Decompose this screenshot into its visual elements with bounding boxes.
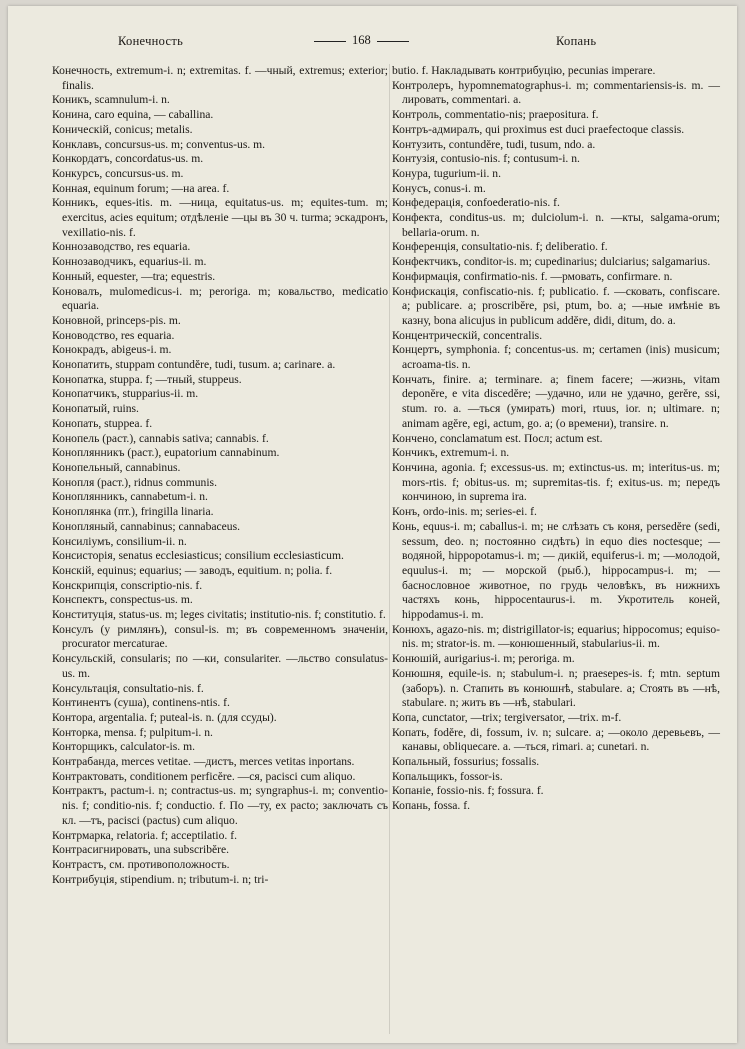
dictionary-page (8, 6, 737, 1043)
dictionary-entry: Контрасигнировать, una subscribĕre. (52, 843, 230, 857)
header-dash-left (314, 41, 346, 42)
dictionary-entry: Конторка, mensa. f; pulpitum-i. n. (52, 725, 213, 739)
dictionary-entry: Конопляный, cannabinus; cannabaceus. (52, 519, 241, 533)
dictionary-entry: Конъ, ordo-inis. m; series-ei. f. (392, 505, 537, 519)
dictionary-entry: Конкордатъ, concordatus-us. m. (52, 152, 204, 166)
dictionary-entry: Конопатый, ruins. (52, 402, 139, 416)
header-right-guide-word: Копань (556, 34, 597, 48)
dictionary-entry: Конюшій, aurigarius-i. m; peroriga. m. (392, 652, 575, 666)
dictionary-entry: Конскій, equinus; equarius; — заводъ, equitium. n; polia. f. (52, 563, 333, 577)
dictionary-entry: Конфискація, confiscatio-nis. f; publicatio. f. —сковать, confiscare. a; publicare. a; proscribĕre, psi, ptum, bo. a; —ные имѣніе въ казну, bona alicujus in publicum addĕre, didi, ditum, do. a. (392, 284, 720, 327)
dictionary-entry: Конина, caro equina, — caballina. (52, 108, 214, 122)
dictionary-entry: Копань, fossa. f. (392, 799, 470, 813)
dictionary-entry: Контрактъ, pactum-i. n; contractus-us. m; syngraphus-i. m; conventio-nis. f; conditio-nis. f; conductio. f. По —ту, ex pacto; заключать съ кл. —тъ, pacisci (pactus) cum aliquo. (52, 784, 388, 827)
dictionary-entry: Концентрическій, concentralis. (392, 328, 543, 342)
dictionary-entry: Контролеръ, hypomnematographus-i. m; commentariensis-is. m. —лировать, commentari. a. (392, 78, 720, 107)
dictionary-entry: Контрмарка, relatoria. f; acceptilatio. f. (52, 828, 237, 842)
dictionary-entry: Конопатка, stuppa. f; —тный, stuppeus. (52, 372, 242, 386)
dictionary-entry: Конскрипція, conscriptio-nis. f. (52, 578, 203, 592)
dictionary-entry: Контръ-адмиралъ, qui proximus est duci praefectoque classis. (392, 122, 685, 136)
dictionary-entry: Контора, argentalia. f; puteal-is. n. (для ссуды). (52, 710, 277, 724)
column-divider (389, 64, 390, 1034)
dictionary-entry: Коннозаводчикъ, equarius-ii. m. (52, 255, 207, 269)
dictionary-entry: Копаніе, fossio-nis. f; fossura. f. (392, 784, 544, 798)
dictionary-entry: Коническій, conicus; metalis. (52, 122, 193, 136)
dictionary-entry: Континентъ (суша), continens-ntis. f. (52, 696, 230, 710)
dictionary-entry: Конокрадъ, abigeus-i. m. (52, 343, 172, 357)
dictionary-entry: Контрабанда, merces vetitae. —дистъ, merces vetitas inportans. (52, 755, 355, 769)
dictionary-entry: Конный, equester, —tra; equestris. (52, 269, 216, 283)
dictionary-entry: Конфедерація, confoederatio-nis. f. (392, 196, 560, 210)
dictionary-entry: Конопать, stuppea. f. (52, 416, 153, 430)
dictionary-entry: Копальщикъ, fossor-is. (392, 769, 503, 783)
dictionary-entry: Копать, fodĕre, di, fossum, iv. n; sulcare. a; —около деревьевъ, — канавы, obliquecare. a. —ться, rimari. a; cunetari. n. (392, 725, 720, 754)
dictionary-entry: Конференція, consultatio-nis. f; deliberatio. f. (392, 240, 608, 254)
dictionary-entry: Конусъ, conus-i. m. (392, 181, 486, 195)
dictionary-entry: Коновной, princeps-pis. m. (52, 313, 181, 327)
dictionary-entry: Конопельный, cannabinus. (52, 460, 181, 474)
header-dash-right (377, 41, 409, 42)
dictionary-entry: Коноплянка (пт.), fringilla linaria. (52, 505, 214, 519)
left-column (52, 64, 388, 887)
dictionary-entry: Консулъ (у римлянъ), consul-is. m; въ современномъ значеніи, procurator mercaturae. (52, 622, 388, 651)
dictionary-entry: Коноводство, res equaria. (52, 328, 175, 342)
page-number-block (308, 33, 415, 48)
dictionary-entry: Конкурсъ, concursus-us. m. (52, 166, 184, 180)
dictionary-entry: Конопатить, stuppam contundĕre, tudi, tusum. a; carinare. a. (52, 358, 336, 372)
dictionary-entry: Копа, cunctator, —trix; tergiversator, —trix. m-f. (392, 710, 622, 724)
dictionary-entry: Конура, tugurium-ii. n. (392, 166, 501, 180)
dictionary-entry: Кончено, conclamatum est. Посл; actum est. (392, 431, 603, 445)
dictionary-entry: Конечность, extremum-i. n; extremitas. f. —чный, extremus; exterior; finalis. (52, 64, 388, 92)
dictionary-entry: Конторщикъ, calculator-is. m. (52, 740, 195, 754)
dictionary-entry: Конфекта, conditus-us. m; dulciolum-i. n. —кты, salgama-orum; bellaria-orum. n. (392, 211, 720, 239)
dictionary-entry: Кончать, finire. a; terminare. a; finem facere; —жизнь, vitam deponĕre, e vita discedĕre; —удачно, или не удачно, gerĕre, ssi, stum. ro. a. —ться (умирать) mori, rtuus, ior. n; ultimare. n; animam agĕre, egi, actum, go. a; (о времени), transire. n. (392, 372, 720, 430)
dictionary-entry: Конклавъ, concursus-us. m; conventus-us. m. (52, 137, 266, 151)
dictionary-entry: Консульскій, consularis; по —ки, consulariter. —льство consulatus-us. m. (52, 652, 388, 680)
dictionary-entry: Конюхъ, agazo-nis. m; distrigillator-is; equarius; hippocomus; equiso-nis. m; strator-is. m. —конюшенный, stabularius-ii. m. (392, 622, 720, 651)
dictionary-entry: Конопля (раст.), ridnus communis. (52, 475, 217, 489)
dictionary-entry: Коноплянникъ, cannabetum-i. n. (52, 490, 208, 504)
dictionary-entry: Контрастъ, см. противоположность. (52, 857, 230, 871)
dictionary-entry: Кончикъ, extremum-i. n. (392, 446, 510, 460)
dictionary-entry: Коникъ, scamnulum-i. n. (52, 93, 170, 107)
page-header (8, 34, 737, 54)
dictionary-entry: Конспектъ, conspectus-us. m. (52, 593, 193, 607)
dictionary-entry: Конопатчикъ, stupparius-ii. m. (52, 387, 199, 401)
dictionary-entry: Кончина, agonia. f; excessus-us. m; extinctus-us. m; interitus-us. m; mors-rtis. f; obitus-us. m; supremitas-tis. f; exitus-us. m; передъ кончиною, in suprema ira. (392, 460, 720, 504)
dictionary-entry: Конникъ, eques-itis. m. —ница, equitatus-us. m; equites-tum. m; exercitus, acies equitum; отдѣленіе —цы въ 30 ч. turma; эскадронъ, vexillatio-nis. f. (52, 196, 388, 239)
dictionary-entry: Конфирмація, confirmatio-nis. f. —рмовать, confirmare. n. (392, 269, 673, 283)
dictionary-entry: Контузія, contusio-nis. f; contusum-i. n. (392, 152, 580, 166)
dictionary-entry: Консультація, consultatio-nis. f. (52, 681, 204, 695)
dictionary-entry: Консисторія, senatus ecclesiasticus; consilium ecclesiasticum. (52, 549, 344, 563)
dictionary-entry: Копальный, fossurius; fossalis. (392, 755, 540, 769)
dictionary-entry: Коннозаводство, res equaria. (52, 240, 191, 254)
dictionary-entry: Конопель (раст.), cannabis sativa; cannabis. f. (52, 431, 269, 445)
dictionary-entry: Конная, equinum forum; —на area. f. (52, 181, 230, 195)
header-left-guide-word: Конечность (118, 34, 184, 48)
dictionary-entry: Конституція, status-us. m; leges civitatis; institutio-nis. f; constitutio. f. (52, 608, 386, 622)
dictionary-entry: Контузить, contundĕre, tudi, tusum, ndo. a. (392, 137, 596, 151)
dictionary-entry: Коновалъ, mulomedicus-i. m; peroriga. m; ковальство, medicatio equaria. (52, 284, 388, 313)
dictionary-entry: Контроль, commentatio-nis; praepositura. f. (392, 108, 599, 122)
dictionary-entry: Коноплянникъ (раст.), eupatorium cannabinum. (52, 446, 280, 460)
dictionary-entry: Конфектчикъ, conditor-is. m; cupedinarius; dulciarius; salgamarius. (392, 255, 711, 269)
dictionary-entry: Конь, equus-i. m; caballus-i. m; не слѣзать съ коня, persedĕre (sedi, sessum, deo. n; постоянно сидѣть) in equo dies noctesque; —водяной, hippopotamus-i. m; — дикій, equiferus-i. m; —молодой, equulus-i. m; — морской (рыб.), hippocampus-i. m; —баснословное животное, по грудь человѣкъ, въ нижнихъ частяхъ конь, hippocentaurus-i. m. Укротитель коней, hippodamus-i. m. (392, 519, 720, 622)
page-number: 168 (352, 33, 371, 47)
dictionary-entry: Контрибуція, stipendium. n; tributum-i. n; tri- (52, 872, 269, 886)
dictionary-entry: Контрактовать, conditionem perficĕre. —ся, paciscі cum aliquo. (52, 769, 356, 783)
dictionary-entry: Консиліумъ, consilium-ii. n. (52, 534, 187, 548)
right-column (392, 64, 720, 814)
dictionary-entry: butio. f. Накладывать контрибуцію, pecunias imperare. (392, 64, 656, 77)
dictionary-entry: Конюшня, equile-is. n; stabulum-i. n; praesepes-is. f; mtn. septum (заборъ). n. Стапить въ конюшнѣ, stabulare. a; Стоять въ —нѣ, stabulare. n; жить въ —нѣ, stabulari. (392, 666, 720, 710)
dictionary-entry: Концертъ, symphonia. f; concentus-us. m; certamen (inis) musicum; acroama-tis. n. (392, 343, 720, 372)
